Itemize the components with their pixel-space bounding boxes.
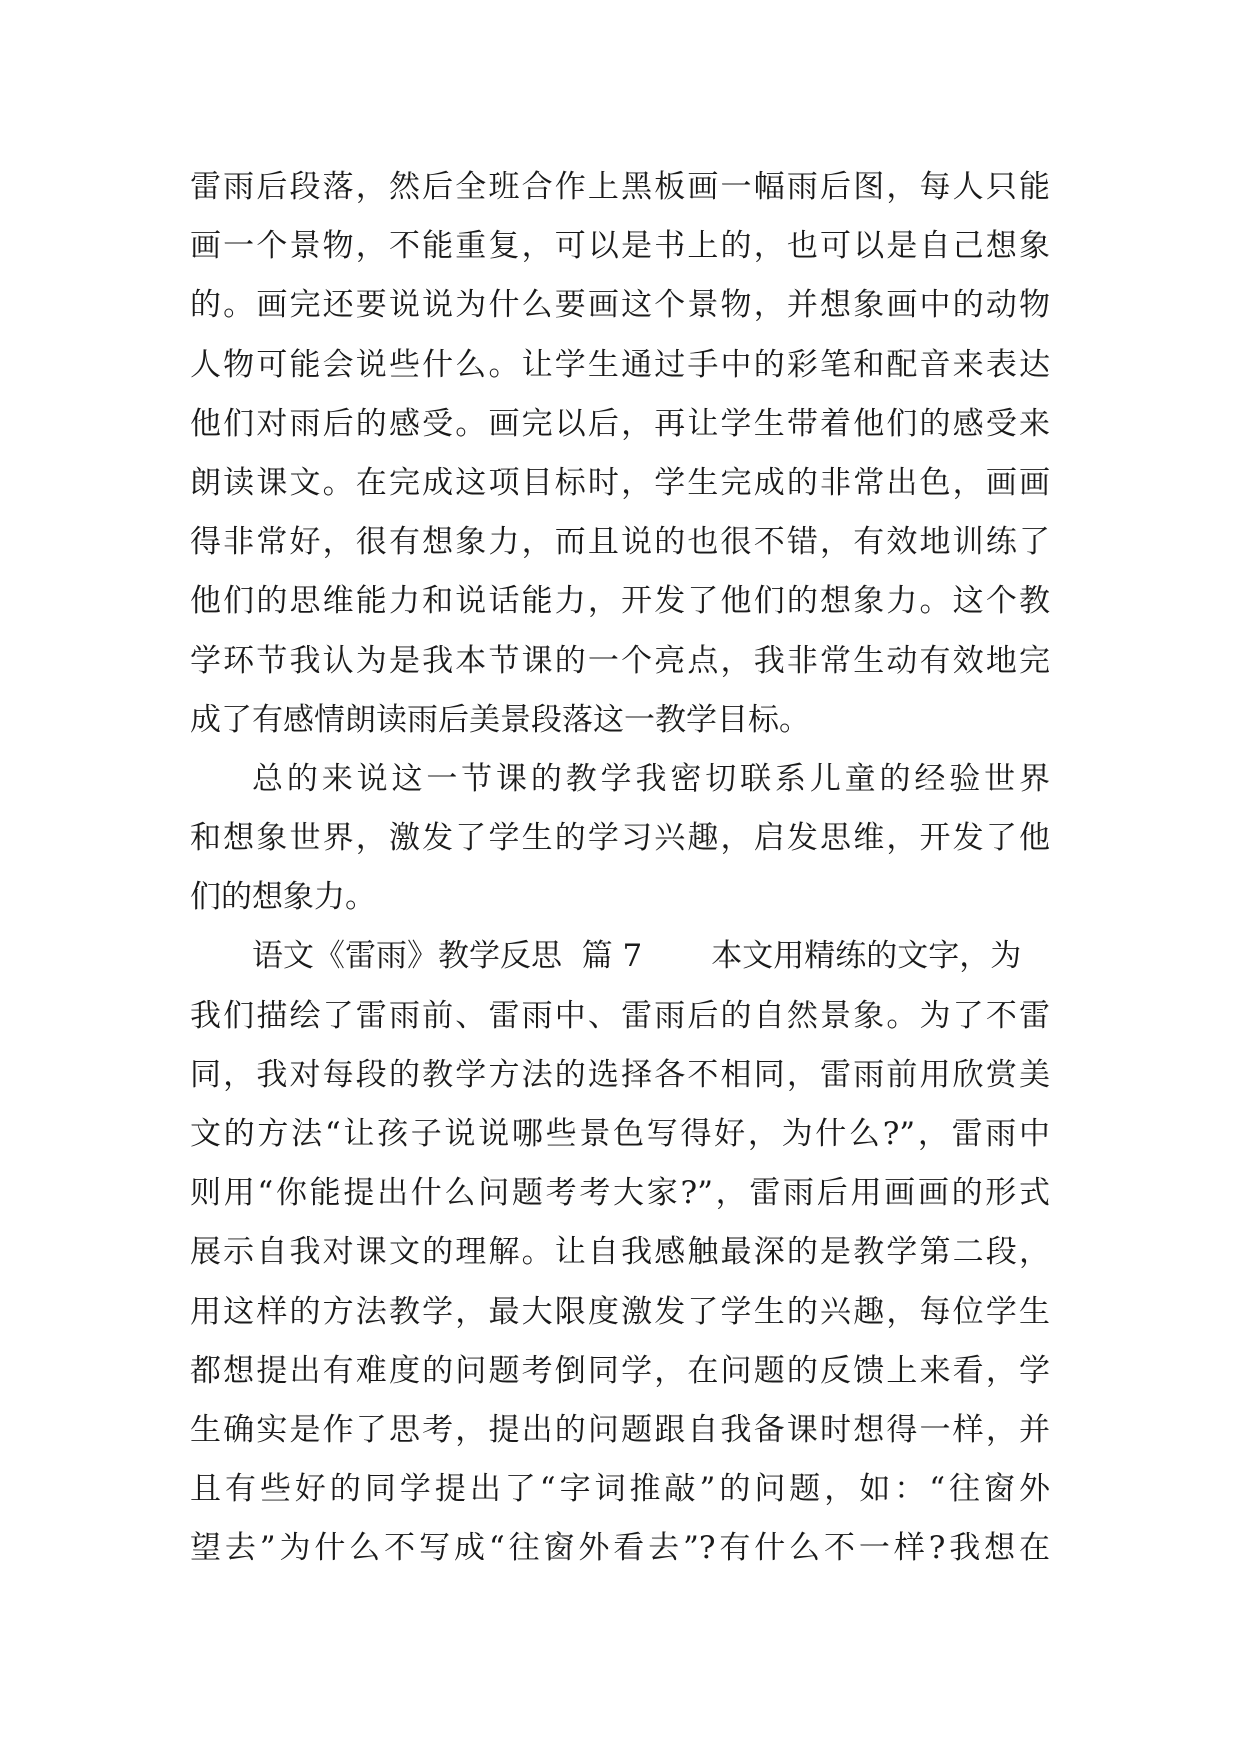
text-line: 得非常好，很有想象力，而且说的也很不错，有效地训练了	[190, 524, 1050, 561]
text-line: 成了有感情朗读雨后美景段落这一教学目标。	[190, 701, 810, 738]
document-body	[190, 158, 1050, 1579]
paragraph-first-line: 总的来说这一节课的教学我密切联系儿童的经验世界	[252, 760, 1050, 797]
text-line: 们的想象力。	[190, 879, 376, 916]
text-line: 朗读课文。在完成这项目标时，学生完成的非常出色，画画	[190, 464, 1050, 501]
text-line: 用这样的方法教学，最大限度激发了学生的兴趣，每位学生	[190, 1293, 1050, 1330]
text-line: 且有些好的同学提出了“字词推敲”的问题，如：“往窗外	[190, 1471, 1050, 1508]
text-line: 我们描绘了雷雨前、雷雨中、雷雨后的自然景象。为了不雷	[190, 997, 1050, 1034]
section-heading-line: 语文《雷雨》教学反思 篇 7 本文用精练的文字，为	[252, 938, 1022, 975]
text-line: 望去”为什么不写成“往窗外看去”?有什么不一样?我想在	[190, 1530, 1050, 1567]
text-line: 的。画完还要说说为什么要画这个景物，并想象画中的动物	[190, 287, 1050, 324]
text-line: 雷雨后段落，然后全班合作上黑板画一幅雨后图，每人只能	[190, 169, 1050, 205]
text-line: 画一个景物，不能重复，可以是书上的，也可以是自己想象	[190, 228, 1050, 265]
text-line: 同，我对每段的教学方法的选择各不相同，雷雨前用欣赏美	[190, 1056, 1050, 1093]
text-line: 人物可能会说些什么。让学生通过手中的彩笔和配音来表达	[190, 346, 1050, 383]
text-line: 展示自我对课文的理解。让自我感触最深的是教学第二段，	[190, 1234, 1050, 1271]
text-line: 则用“你能提出什么问题考考大家?”，雷雨后用画画的形式	[190, 1175, 1050, 1212]
text-line: 生确实是作了思考，提出的问题跟自我备课时想得一样，并	[190, 1411, 1050, 1448]
text-line: 学环节我认为是我本节课的一个亮点，我非常生动有效地完	[190, 642, 1050, 679]
text-line: 他们的思维能力和说话能力，开发了他们的想象力。这个教	[190, 583, 1050, 620]
text-line: 和想象世界，激发了学生的学习兴趣，启发思维，开发了他	[190, 820, 1050, 857]
text-line: 文的方法“让孩子说说哪些景色写得好，为什么?”，雷雨中	[190, 1116, 1050, 1152]
text-line: 都想提出有难度的问题考倒同学，在问题的反馈上来看，学	[190, 1352, 1050, 1389]
text-line: 他们对雨后的感受。画完以后，再让学生带着他们的感受来	[190, 405, 1050, 442]
